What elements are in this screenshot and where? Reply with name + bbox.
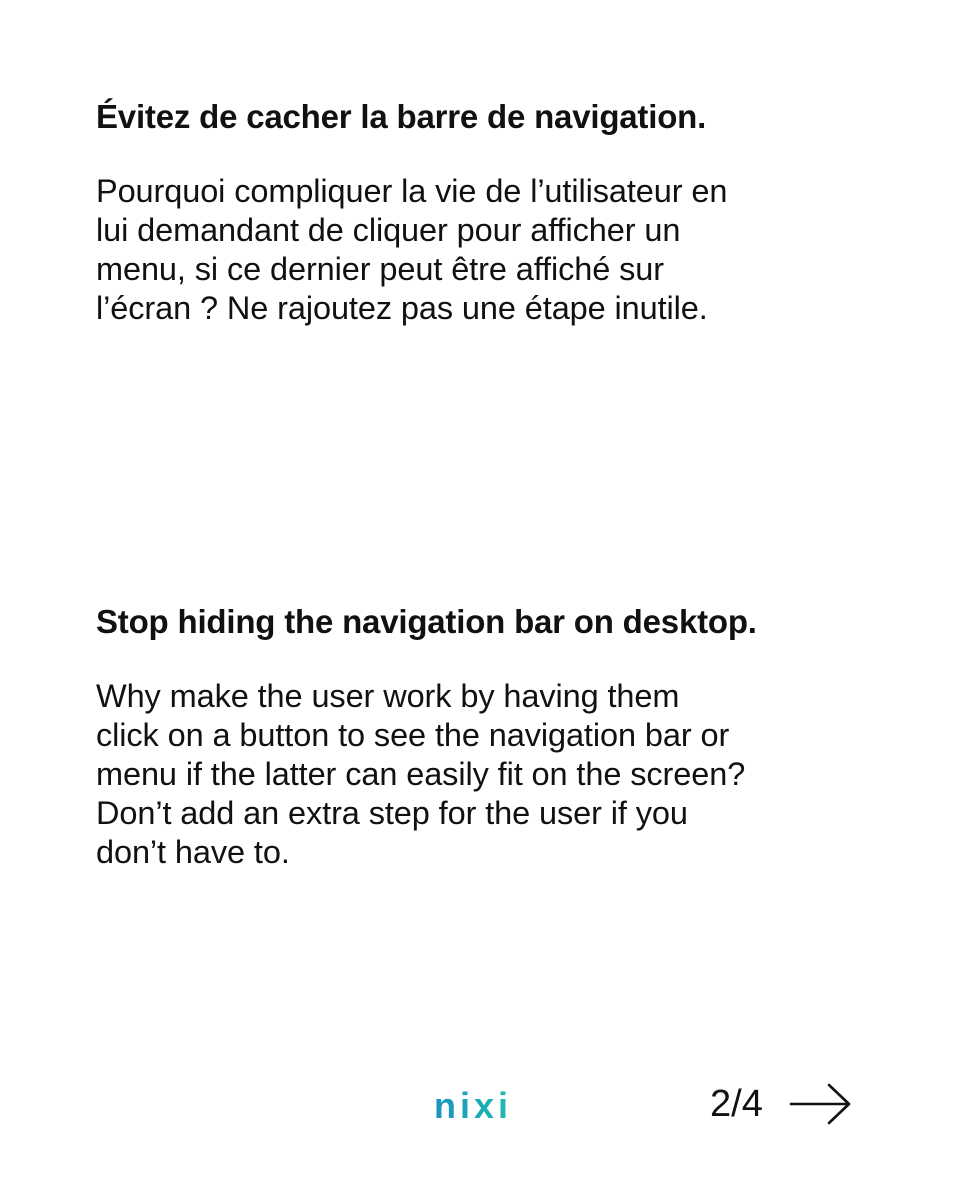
arrow-right-icon[interactable]	[789, 1081, 853, 1127]
english-paragraph-line: don’t have to.	[96, 834, 290, 870]
nixi-logo: nixi	[434, 1085, 513, 1126]
french-paragraph	[96, 172, 886, 328]
english-paragraph-line: click on a button to see the navigation bar or	[96, 717, 730, 753]
french-paragraph-line: lui demandant de cliquer pour afficher un	[96, 212, 681, 248]
english-paragraph	[96, 677, 886, 872]
french-paragraph-line: menu, si ce dernier peut être affiché sur	[96, 251, 664, 287]
page-indicator: 2/4	[710, 1083, 763, 1125]
english-heading: Stop hiding the navigation bar on desktop.	[96, 603, 757, 640]
english-section	[96, 599, 886, 872]
english-paragraph-line: Why make the user work by having them	[96, 678, 680, 714]
pagination	[710, 1081, 853, 1127]
french-heading: Évitez de cacher la barre de navigation.	[96, 98, 707, 135]
english-paragraph-line: Don’t add an extra step for the user if you	[96, 795, 688, 831]
french-paragraph-line: Pourquoi compliquer la vie de l’utilisateur en	[96, 173, 728, 209]
french-section	[96, 94, 886, 328]
french-paragraph-line: l’écran ? Ne rajoutez pas une étape inutile.	[96, 290, 708, 326]
english-paragraph-line: menu if the latter can easily fit on the screen?	[96, 756, 746, 792]
